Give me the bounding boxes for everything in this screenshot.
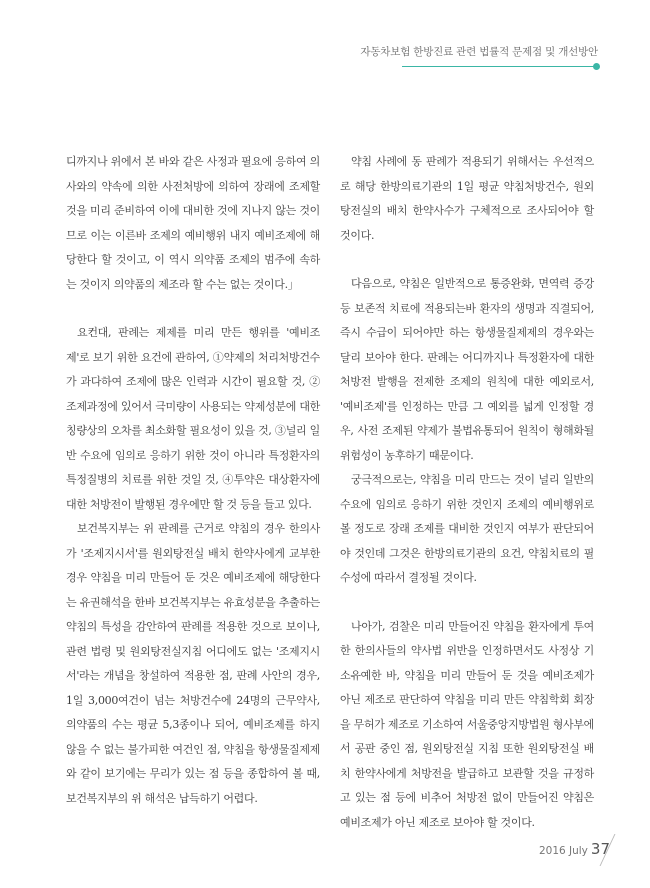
issue-date: 2016 July <box>538 845 588 857</box>
paragraph-right-3: 궁극적으로는, 약침을 미리 만드는 것이 널리 일반의 수요에 임의로 응하기 위한 것인지 조제의 예비행위로 볼 정도로 장래 조제를 대비한 것인지 여부가 판단되어야 것인데 그것은 한방의료기관의 요건, 약침치료의 필수성에 따라서 결정될 것이다. <box>340 473 594 584</box>
paragraph-left-1: 디까지나 위에서 본 바와 같은 사정과 필요에 응하여 의사와의 약속에 의한 사전처방에 의하여 장래에 조제할 것을 미리 준비하여 이에 대비한 것에 지나지 않는 것이므로 이는 이른바 조제의 예비행위 내지 예비조제에 해당한다 할 것이고, 이 역시 의약품 조제의 범주에 속하는 것이지 의약품의 제조라 할 수는 없는 것이다.」 <box>66 155 320 291</box>
paragraph-right-4: 나아가, 검찰은 미리 만들어진 약침을 환자에게 투여한 한의사들의 약사법 위반을 인정하면서도 사정상 기소유예한 바, 약침을 미리 만들어 둔 것을 예비조제가 아닌 제조로 판단하여 약침을 미리 만든 약침학회 회장을 무허가 제조로 기소하여 서울중앙지방법원 형사부에서 공판 중인 점, 원외탕전실 지침 또한 원외탕전실 배치 한약사에게 처방전을 발급하고 보관할 것을 규정하고 있는 점 등에 비추어 처방전 없이 만들어진 약침은 예비조제가 아닌 제조로 보아야 할 것이다. <box>340 619 594 829</box>
paragraph-right-1: 약침 사례에 동 판례가 적용되기 위해서는 우선적으로 해당 한방의료기관의 1일 평균 약침처방건수, 원외탕전실의 배치 한약사수가 구체적으로 조사되어야 할 것이다. <box>340 155 594 242</box>
right-column <box>340 150 594 835</box>
running-header: 자동차보험 한방진료 관련 법률적 문제점 및 개선방안 <box>360 46 598 58</box>
left-column <box>66 150 320 811</box>
page-number: 37 <box>590 840 610 858</box>
paragraph-left-2: 요컨대, 판례는 제제를 미리 만든 행위를 '예비조제'로 보기 위한 요건에 관하여, ①약제의 처리처방건수가 과다하여 조제에 많은 인력과 시간이 필요할 것, ②조제과정에 있어서 극미량이 사용되는 약제성분에 대한 칭량상의 오차를 최소화할 필요성이 있을 것, ③널리 일반 수요에 임의로 응하기 위한 것이 아니라 특정환자의 특정질병의 치료를 위한 것일 것, ④투약은 대상환자에 대한 처방전이 발행된 경우에만 할 것 등을 들고 있다. <box>66 326 320 511</box>
header-accent-dot <box>593 63 600 70</box>
header-rule <box>402 66 594 67</box>
paragraph-left-3: 보건복지부는 위 판례를 근거로 약침의 경우 한의사가 '조제지시서'를 원외탕전실 배치 한약사에게 교부한 경우 약침을 미리 만들어 둔 것은 예비조제에 해당한다는 유권해석을 한바 보건복지부는 유효성분을 추출하는 약침의 특성을 감안하여 판례를 적용한 것으로 보이나, 관련 법령 및 원외탕전실지침 어디에도 없는 '조제지시서'라는 개념을 창설하여 적용한 점, 판례 사안의 경우, 1일 3,000여건이 넘는 처방건수에 24명의 근무약사, 의약품의 수는 평균 5,3종이나 되어, 예비조제를 하지 않을 수 없는 불가피한 여건인 점, 약침을 항생물질제제와 같이 보기에는 무리가 있는 점 등을 종합하여 볼 때, 보건복지부의 위 해석은 납득하기 어렵다. <box>66 522 320 805</box>
page-footer <box>539 839 610 858</box>
paragraph-right-2: 다음으로, 약침은 일반적으로 통증완화, 면역력 증강 등 보존적 치료에 적용되는바 환자의 생명과 직결되어, 즉시 수급이 되어야만 하는 항생물질제제의 경우와는 달리 보아야 한다. 판례는 어디까지나 특정환자에 대한 처방전 발행을 전제한 조제의 원칙에 대한 예외로서, '예비조제'를 인정하는 만큼 그 예외를 넓게 인정할 경우, 사전 조제된 약제가 불법유통되어 원칙이 형해화될 위험성이 농후하기 때문이다. <box>340 277 594 462</box>
